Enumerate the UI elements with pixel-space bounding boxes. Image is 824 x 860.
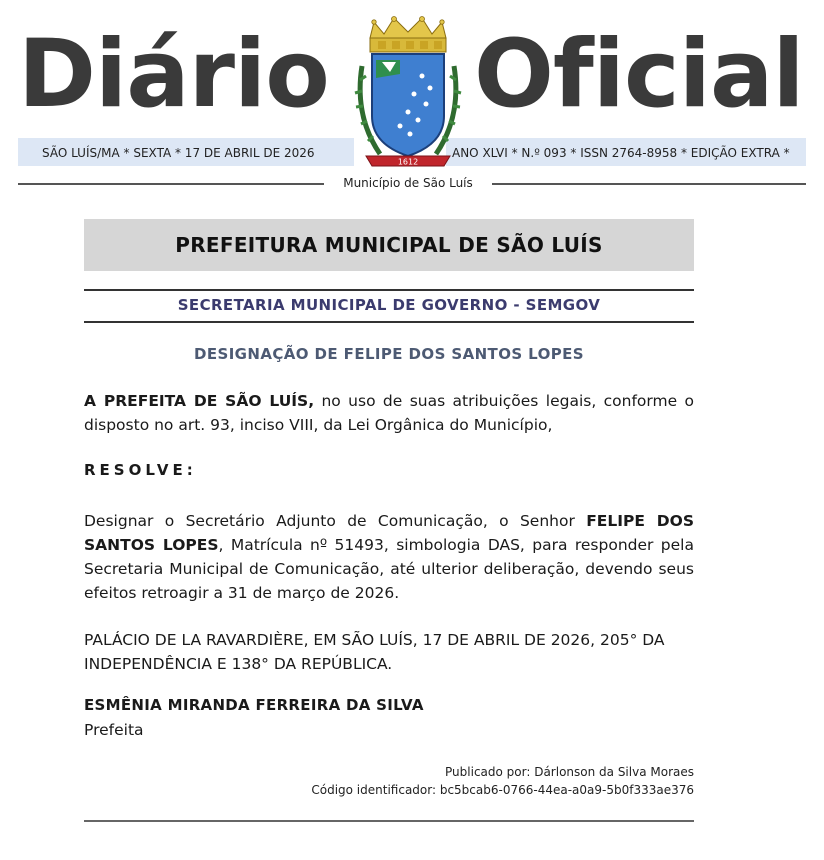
designee-name: FELIPE DOS SANTOS LOPES <box>84 512 695 554</box>
signer-role: Prefeita <box>84 721 144 739</box>
designation-text-start: Designar o Secretário Adjunto de Comunicação, o Senhor <box>84 512 587 530</box>
secretaria-rule-top <box>84 289 694 291</box>
footer-rule <box>84 820 694 822</box>
prefeitura-heading: PREFEITURA MUNICIPAL DE SÃO LUÍS <box>84 219 694 271</box>
preamble-paragraph <box>84 389 694 437</box>
masthead-title-left: Diário <box>18 20 329 129</box>
masthead-title-right: Oficial <box>474 20 804 129</box>
identifier-code: Código identificador: bc5bcab6-0766-44ea-a0a9-5b0f333ae376 <box>311 783 694 797</box>
resolve-heading: RESOLVE: <box>84 461 197 479</box>
signer-name: ESMÊNIA MIRANDA FERREIRA DA SILVA <box>84 696 424 714</box>
published-by: Publicado por: Dárlonson da Silva Moraes <box>445 765 694 779</box>
place-date-paragraph: PALÁCIO DE LA RAVARDIÈRE, EM SÃO LUÍS, 17 DE ABRIL DE 2026, 205° DA INDEPENDÊNCIA E 138° DA REPÚBLICA. <box>84 631 665 673</box>
edition-line: ANO XLVI * N.º 093 * ISSN 2764-8958 * EDIÇÃO EXTRA * <box>452 146 790 160</box>
masthead-rule-right <box>492 183 806 185</box>
secretaria-rule-bottom <box>84 321 694 323</box>
preamble-text: no uso de suas atribuições legais, conforme o disposto no art. 93, inciso VIII, da Lei Orgânica do Município, <box>84 392 694 434</box>
secretaria-heading: SECRETARIA MUNICIPAL DE GOVERNO - SEMGOV <box>177 296 601 314</box>
masthead-rule-left <box>18 183 324 185</box>
act-title: DESIGNAÇÃO DE FELIPE DOS SANTOS LOPES <box>194 345 584 363</box>
crown-icon <box>370 17 446 53</box>
municipio-label: Município de São Luís <box>343 176 473 190</box>
preamble-bold: A PREFEITA DE SÃO LUÍS, <box>84 392 315 410</box>
designation-paragraph <box>84 509 694 605</box>
coat-of-arms-icon <box>352 16 464 176</box>
coat-year-label: 1612 <box>397 157 419 167</box>
date-line: SÃO LUÍS/MA * SEXTA * 17 DE ABRIL DE 2026 <box>42 146 315 160</box>
designation-text-rest: , Matrícula nº 51493, simbologia DAS, para responder pela Secretaria Municipal de Comunicação, até ulterior deliberação, devendo seus efeitos retroagir a 31 de março de 2026. <box>84 536 694 602</box>
